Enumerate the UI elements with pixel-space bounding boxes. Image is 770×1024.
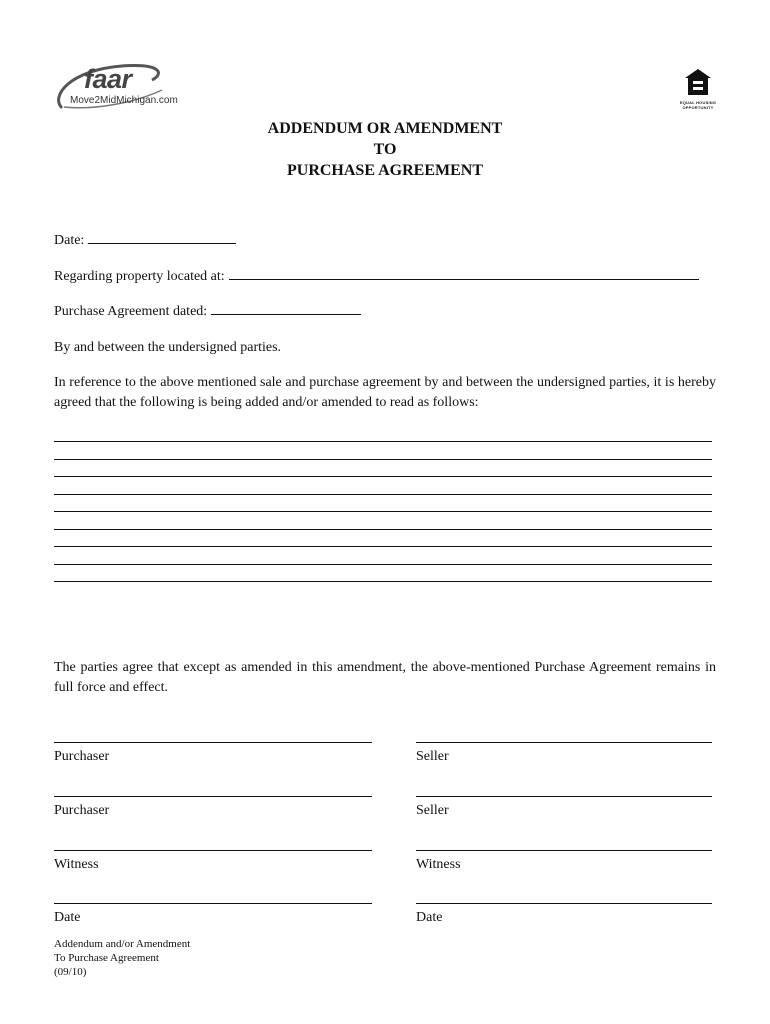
faar-logo [52, 60, 192, 116]
amendment-line[interactable] [54, 581, 712, 582]
property-label: Regarding property located at: [54, 269, 225, 284]
title-line-2: TO [373, 141, 397, 158]
purchaser-signature-line[interactable] [54, 796, 372, 797]
pa-dated-label: Purchase Agreement dated: [54, 304, 208, 319]
date-signature-line[interactable] [54, 903, 372, 904]
form-footer [54, 937, 190, 979]
logo-url: Move2MidMichigan.com [70, 95, 178, 106]
date-label: Date: [54, 233, 85, 248]
amendment-line[interactable] [54, 441, 712, 442]
purchaser-label: Purchaser [54, 749, 110, 764]
closing-paragraph: The parties agree that except as amended in this amendment, the above-mentioned Purchase Agreement remains in full force and effect. [54, 660, 716, 695]
purchaser-label: Purchaser [54, 803, 110, 818]
seller-signature-line[interactable] [416, 742, 712, 743]
date-signature-line[interactable] [416, 903, 712, 904]
date-blank[interactable] [88, 231, 236, 244]
parties-text: By and between the undersigned parties. [54, 340, 282, 355]
amendment-line[interactable] [54, 494, 712, 495]
title-line-3: PURCHASE AGREEMENT [286, 162, 484, 179]
equal-housing-logo [675, 68, 721, 116]
reference-paragraph: In reference to the above mentioned sale and purchase agreement by and between the undersigned parties, it is hereby agreed that the following is being added and/or amended to read as follows: [54, 375, 716, 410]
witness-signature-line[interactable] [416, 850, 712, 851]
page-title [0, 118, 770, 181]
eho-line1: EQUAL HOUSING [679, 100, 717, 105]
amendment-line[interactable] [54, 546, 712, 547]
footer-line-1: Addendum and/or Amendment [54, 938, 191, 950]
pa-dated-field-row [54, 302, 361, 320]
witness-label: Witness [416, 857, 461, 872]
amendment-line[interactable] [54, 459, 712, 460]
equal-housing-icon [684, 68, 712, 96]
logo-name: faar [84, 64, 132, 94]
seller-label: Seller [416, 803, 449, 818]
property-field-row [54, 267, 699, 285]
amendment-line[interactable] [54, 564, 712, 565]
eho-line2: OPPORTUNITY [682, 104, 714, 110]
seller-signature-line[interactable] [416, 796, 712, 797]
footer-line-2: To Purchase Agreement [54, 952, 159, 964]
witness-signature-line[interactable] [54, 850, 372, 851]
amendment-line[interactable] [54, 529, 712, 530]
date-field-row [54, 231, 236, 249]
date-sig-label: Date [54, 910, 81, 925]
pa-dated-blank[interactable] [211, 302, 361, 315]
property-blank[interactable] [229, 267, 699, 280]
witness-label: Witness [54, 857, 99, 872]
amendment-line[interactable] [54, 511, 712, 512]
amendment-line[interactable] [54, 476, 712, 477]
seller-label: Seller [416, 749, 449, 764]
purchaser-signature-line[interactable] [54, 742, 372, 743]
date-sig-label: Date [416, 910, 443, 925]
title-line-1: ADDENDUM OR AMENDMENT [267, 120, 503, 137]
footer-line-3: (09/10) [54, 966, 87, 978]
